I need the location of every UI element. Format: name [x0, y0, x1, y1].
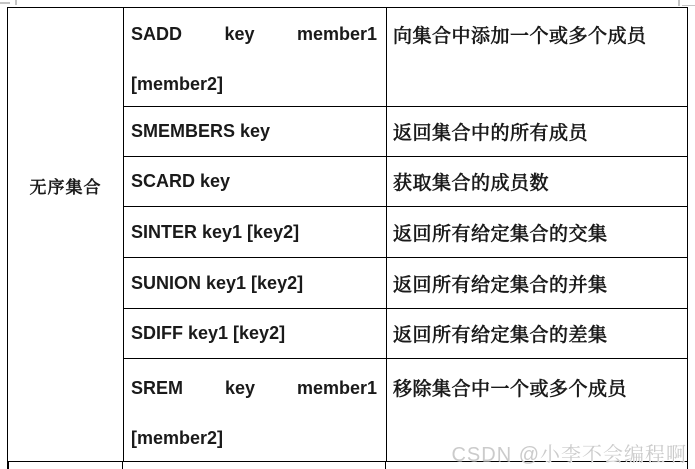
command-cell-scard: SCARD key [124, 157, 387, 207]
description-cell: 返回所有给定集合的交集 [387, 207, 687, 258]
category-cell [8, 8, 124, 461]
description-cell: 返回所有给定集合的差集 [387, 309, 687, 359]
command-arg: key [224, 377, 255, 398]
partial-row-border [122, 462, 124, 469]
command-cell-sunion: SUNION key1 [key2] [124, 258, 387, 309]
command-cell-sdiff: SDIFF key1 [key2] [124, 309, 387, 359]
command-arg: member1 [296, 23, 377, 44]
command-keyword: SADD [131, 23, 183, 44]
command-line2: [member2] [131, 73, 224, 94]
description-cell: 返回所有给定集合的并集 [387, 258, 687, 309]
command-cell-sinter: SINTER key1 [key2] [124, 207, 387, 258]
description-cell: 返回集合中的所有成员 [387, 107, 687, 157]
command-cell-srem [124, 359, 387, 461]
command-arg: key [224, 23, 255, 44]
cropped-gridline-fragment [15, 0, 17, 5]
partial-row-border [385, 462, 387, 469]
csdn-watermark: CSDN @小李不会编程啊 [451, 444, 687, 466]
command-line-justified [131, 376, 377, 400]
redis-set-command-table [7, 7, 688, 462]
description-cell: 获取集合的成员数 [387, 157, 687, 207]
command-line2: [member2] [131, 427, 224, 448]
partial-row-border [7, 462, 9, 469]
command-line-justified [131, 22, 377, 46]
cropped-gridline-fragment [0, 2, 10, 4]
command-keyword: SREM [131, 377, 184, 398]
command-cell-smembers: SMEMBERS key [124, 107, 387, 157]
cropped-gridline-fragment [682, 5, 695, 7]
description-cell: 向集合中添加一个或多个成员 [387, 8, 687, 107]
command-cell-sadd [124, 8, 387, 107]
description-cell: 移除集合中一个或多个成员 [393, 379, 628, 400]
category-label: 无序集合 [29, 178, 102, 197]
command-arg: member1 [296, 377, 377, 398]
cropped-gridline-fragment [678, 0, 680, 6]
